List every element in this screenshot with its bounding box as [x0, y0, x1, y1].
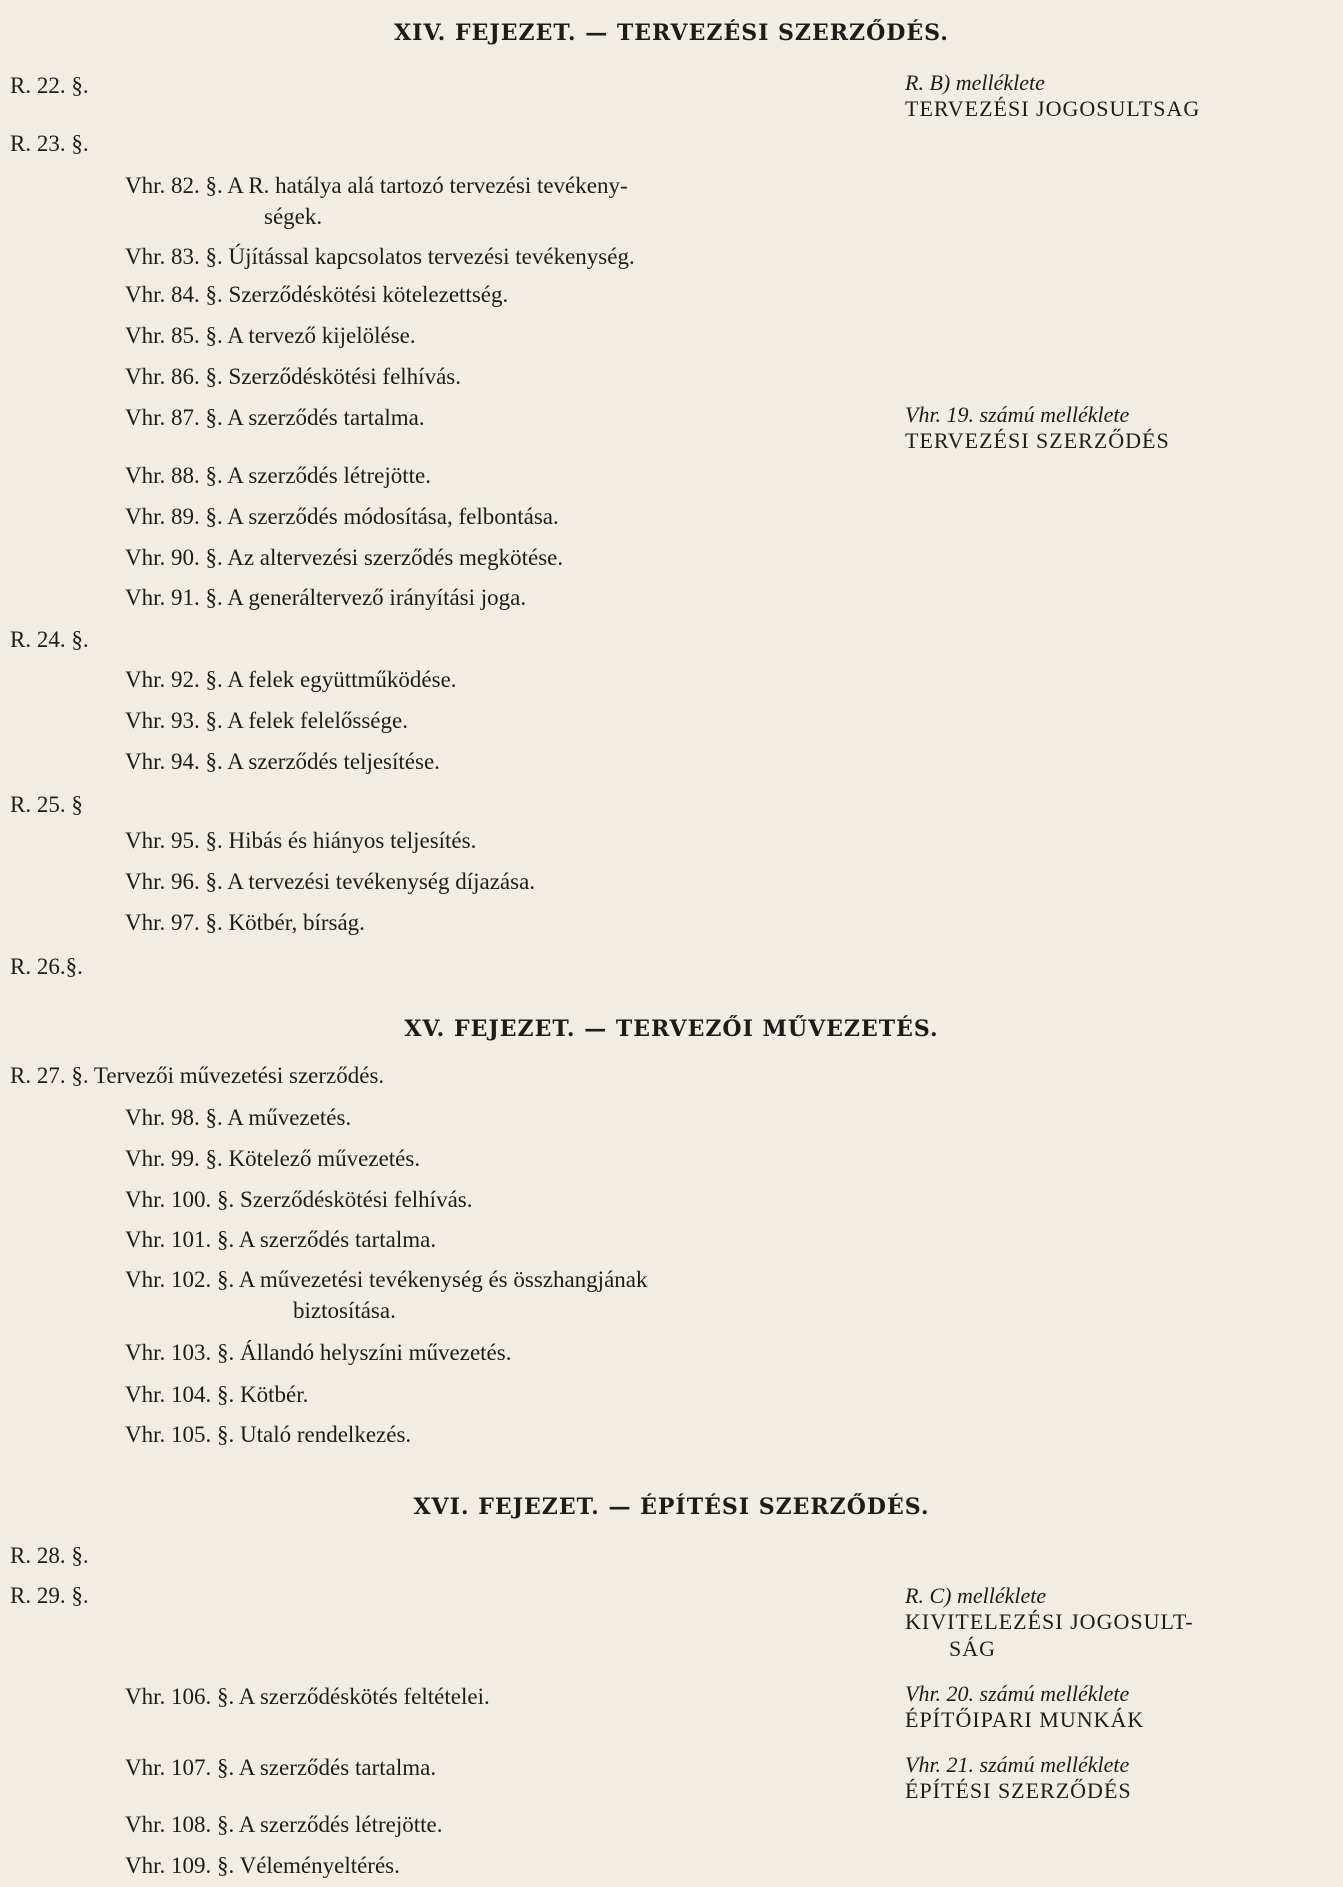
vhr-number: Vhr. 95. §. — [125, 828, 223, 853]
vhr-number: Vhr. 102. §. — [125, 1267, 235, 1292]
vhr-title: Hibás és hiányos teljesítés. — [228, 828, 477, 853]
annex-title: TERVEZÉSI JOGOSULTSAG — [905, 96, 1201, 121]
vhr-title: A tervezési tevékenység díjazása. — [227, 869, 536, 894]
annex-reference: Vhr. 19. számú melléklete — [905, 402, 1130, 427]
annex-title: KIVITELEZÉSI JOGOSULT- — [905, 1609, 1194, 1634]
vhr-number: Vhr. 103. §. — [125, 1340, 235, 1365]
vhr-item — [125, 1754, 436, 1782]
vhr-item — [125, 1381, 308, 1409]
annex-title: TERVEZÉSI SZERZŐDÉS — [905, 428, 1170, 453]
vhr-title: A tervező kijelölése. — [227, 323, 416, 348]
vhr-number: Vhr. 84. §. — [125, 282, 223, 307]
vhr-item — [125, 666, 457, 694]
vhr-title: A szerződés tartalma. — [238, 1755, 437, 1780]
vhr-title: A generáltervező irányítási joga. — [227, 585, 527, 610]
vhr-title: A szerződés tartalma. — [227, 405, 425, 430]
annex-reference: Vhr. 21. számú melléklete — [905, 1752, 1130, 1777]
annex-title: ÉPÍTÉSI SZERZŐDÉS — [905, 1778, 1132, 1803]
vhr-number: Vhr. 85. §. — [125, 323, 223, 348]
vhr-title: Utaló rendelkezés. — [240, 1422, 412, 1447]
vhr-title: Az altervezési szerződés megkötése. — [227, 545, 564, 570]
vhr-title: A művezetési tevékenység és összhangjának — [238, 1267, 648, 1292]
vhr-number: Vhr. 94. §. — [125, 749, 223, 774]
vhr-item-continuation: biztosítása. — [293, 1298, 396, 1323]
vhr-number: Vhr. 107. §. — [125, 1755, 235, 1780]
chapter-heading: XVI. FEJEZET. — ÉPÍTÉSI SZERZŐDÉS. — [413, 1494, 930, 1520]
vhr-number: Vhr. 92. §. — [125, 667, 223, 692]
vhr-item — [125, 1266, 648, 1294]
vhr-number: Vhr. 98. §. — [125, 1105, 223, 1130]
vhr-number: Vhr. 109. §. — [125, 1853, 235, 1878]
vhr-item — [125, 707, 408, 735]
r-section: R. 24. §. — [10, 627, 89, 652]
vhr-item — [125, 868, 535, 896]
annex-reference: R. C) melléklete — [905, 1583, 1047, 1608]
r-section: R. 27. §. Tervezői művezetési szerződés. — [10, 1063, 385, 1088]
vhr-item — [125, 827, 476, 855]
r-section: R. 29. §. — [10, 1583, 89, 1608]
vhr-number: Vhr. 96. §. — [125, 869, 223, 894]
vhr-item-continuation: ségek. — [264, 204, 323, 229]
vhr-number: Vhr. 106. §. — [125, 1684, 235, 1709]
vhr-number: Vhr. 82. §. — [125, 173, 223, 198]
annex-title-continuation: SÁG — [949, 1636, 997, 1661]
vhr-title: A szerződés teljesítése. — [227, 749, 440, 774]
annex-reference: Vhr. 20. számú melléklete — [905, 1681, 1130, 1706]
vhr-number: Vhr. 105. §. — [125, 1422, 235, 1447]
vhr-title: A felek felelőssége. — [227, 708, 408, 733]
vhr-title: Újítással kapcsolatos tervezési tevékenység. — [228, 244, 635, 269]
vhr-title: Állandó helyszíni művezetés. — [240, 1340, 512, 1365]
vhr-title: A szerződés tartalma. — [238, 1227, 437, 1252]
vhr-number: Vhr. 100. §. — [125, 1187, 235, 1212]
vhr-item — [125, 281, 508, 309]
vhr-item — [125, 404, 425, 432]
vhr-number: Vhr. 87. §. — [125, 405, 223, 430]
vhr-title: Kötbér. — [240, 1382, 309, 1407]
annex-reference: R. B) melléklete — [905, 70, 1045, 95]
vhr-number: Vhr. 91. §. — [125, 585, 223, 610]
chapter-heading: XV. FEJEZET. — TERVEZŐI MŰVEZETÉS. — [404, 1016, 939, 1042]
vhr-title: Szerződéskötési felhívás. — [228, 364, 461, 389]
r-section: R. 28. §. — [10, 1543, 89, 1568]
vhr-number: Vhr. 89. §. — [125, 504, 223, 529]
vhr-number: Vhr. 104. §. — [125, 1382, 235, 1407]
vhr-number: Vhr. 88. §. — [125, 463, 223, 488]
vhr-item — [125, 322, 416, 350]
vhr-number: Vhr. 86. §. — [125, 364, 223, 389]
vhr-title: A művezetés. — [227, 1105, 352, 1130]
vhr-item — [125, 544, 563, 572]
vhr-item — [125, 748, 440, 776]
vhr-number: Vhr. 83. §. — [125, 244, 223, 269]
vhr-item — [125, 1226, 436, 1254]
vhr-title: Kötbér, bírság. — [228, 910, 365, 935]
vhr-number: Vhr. 108. §. — [125, 1812, 235, 1837]
annex-title: ÉPÍTŐIPARI MUNKÁK — [905, 1707, 1145, 1732]
vhr-title: A R. hatálya alá tartozó tervezési tevékeny- — [227, 173, 628, 198]
vhr-number: Vhr. 93. §. — [125, 708, 223, 733]
vhr-number: Vhr. 99. §. — [125, 1146, 223, 1171]
r-section: R. 23. §. — [10, 131, 89, 156]
vhr-item — [125, 462, 431, 490]
vhr-item — [125, 172, 628, 200]
vhr-number: Vhr. 101. §. — [125, 1227, 235, 1252]
vhr-item — [125, 584, 526, 612]
vhr-item — [125, 1104, 351, 1132]
vhr-item — [125, 1339, 511, 1367]
vhr-item — [125, 1683, 490, 1711]
vhr-item — [125, 1145, 420, 1173]
vhr-item — [125, 503, 559, 531]
vhr-title: A felek együttműködése. — [227, 667, 457, 692]
vhr-title: Kötelező művezetés. — [228, 1146, 421, 1171]
vhr-title: Szerződéskötési felhívás. — [240, 1187, 473, 1212]
vhr-item — [125, 363, 461, 391]
vhr-item — [125, 1811, 442, 1839]
vhr-title: A szerződéskötés feltételei. — [238, 1684, 490, 1709]
vhr-item — [125, 1852, 400, 1880]
r-section: R. 25. § — [10, 792, 83, 817]
vhr-title: A szerződés létrejötte. — [227, 463, 431, 488]
vhr-title: Véleményeltérés. — [239, 1853, 400, 1878]
r-section: R. 22. §. — [10, 73, 89, 98]
chapter-heading: XIV. FEJEZET. — TERVEZÉSI SZERZŐDÉS. — [394, 20, 949, 46]
r-section: R. 26.§. — [10, 954, 83, 979]
vhr-item — [125, 1421, 411, 1449]
vhr-item — [125, 243, 635, 271]
vhr-item — [125, 909, 365, 937]
vhr-title: A szerződés módosítása, felbontása. — [227, 504, 559, 529]
vhr-number: Vhr. 97. §. — [125, 910, 223, 935]
vhr-title: A szerződés létrejötte. — [238, 1812, 443, 1837]
vhr-item — [125, 1186, 472, 1214]
vhr-number: Vhr. 90. §. — [125, 545, 223, 570]
vhr-title: Szerződéskötési kötelezettség. — [228, 282, 509, 307]
